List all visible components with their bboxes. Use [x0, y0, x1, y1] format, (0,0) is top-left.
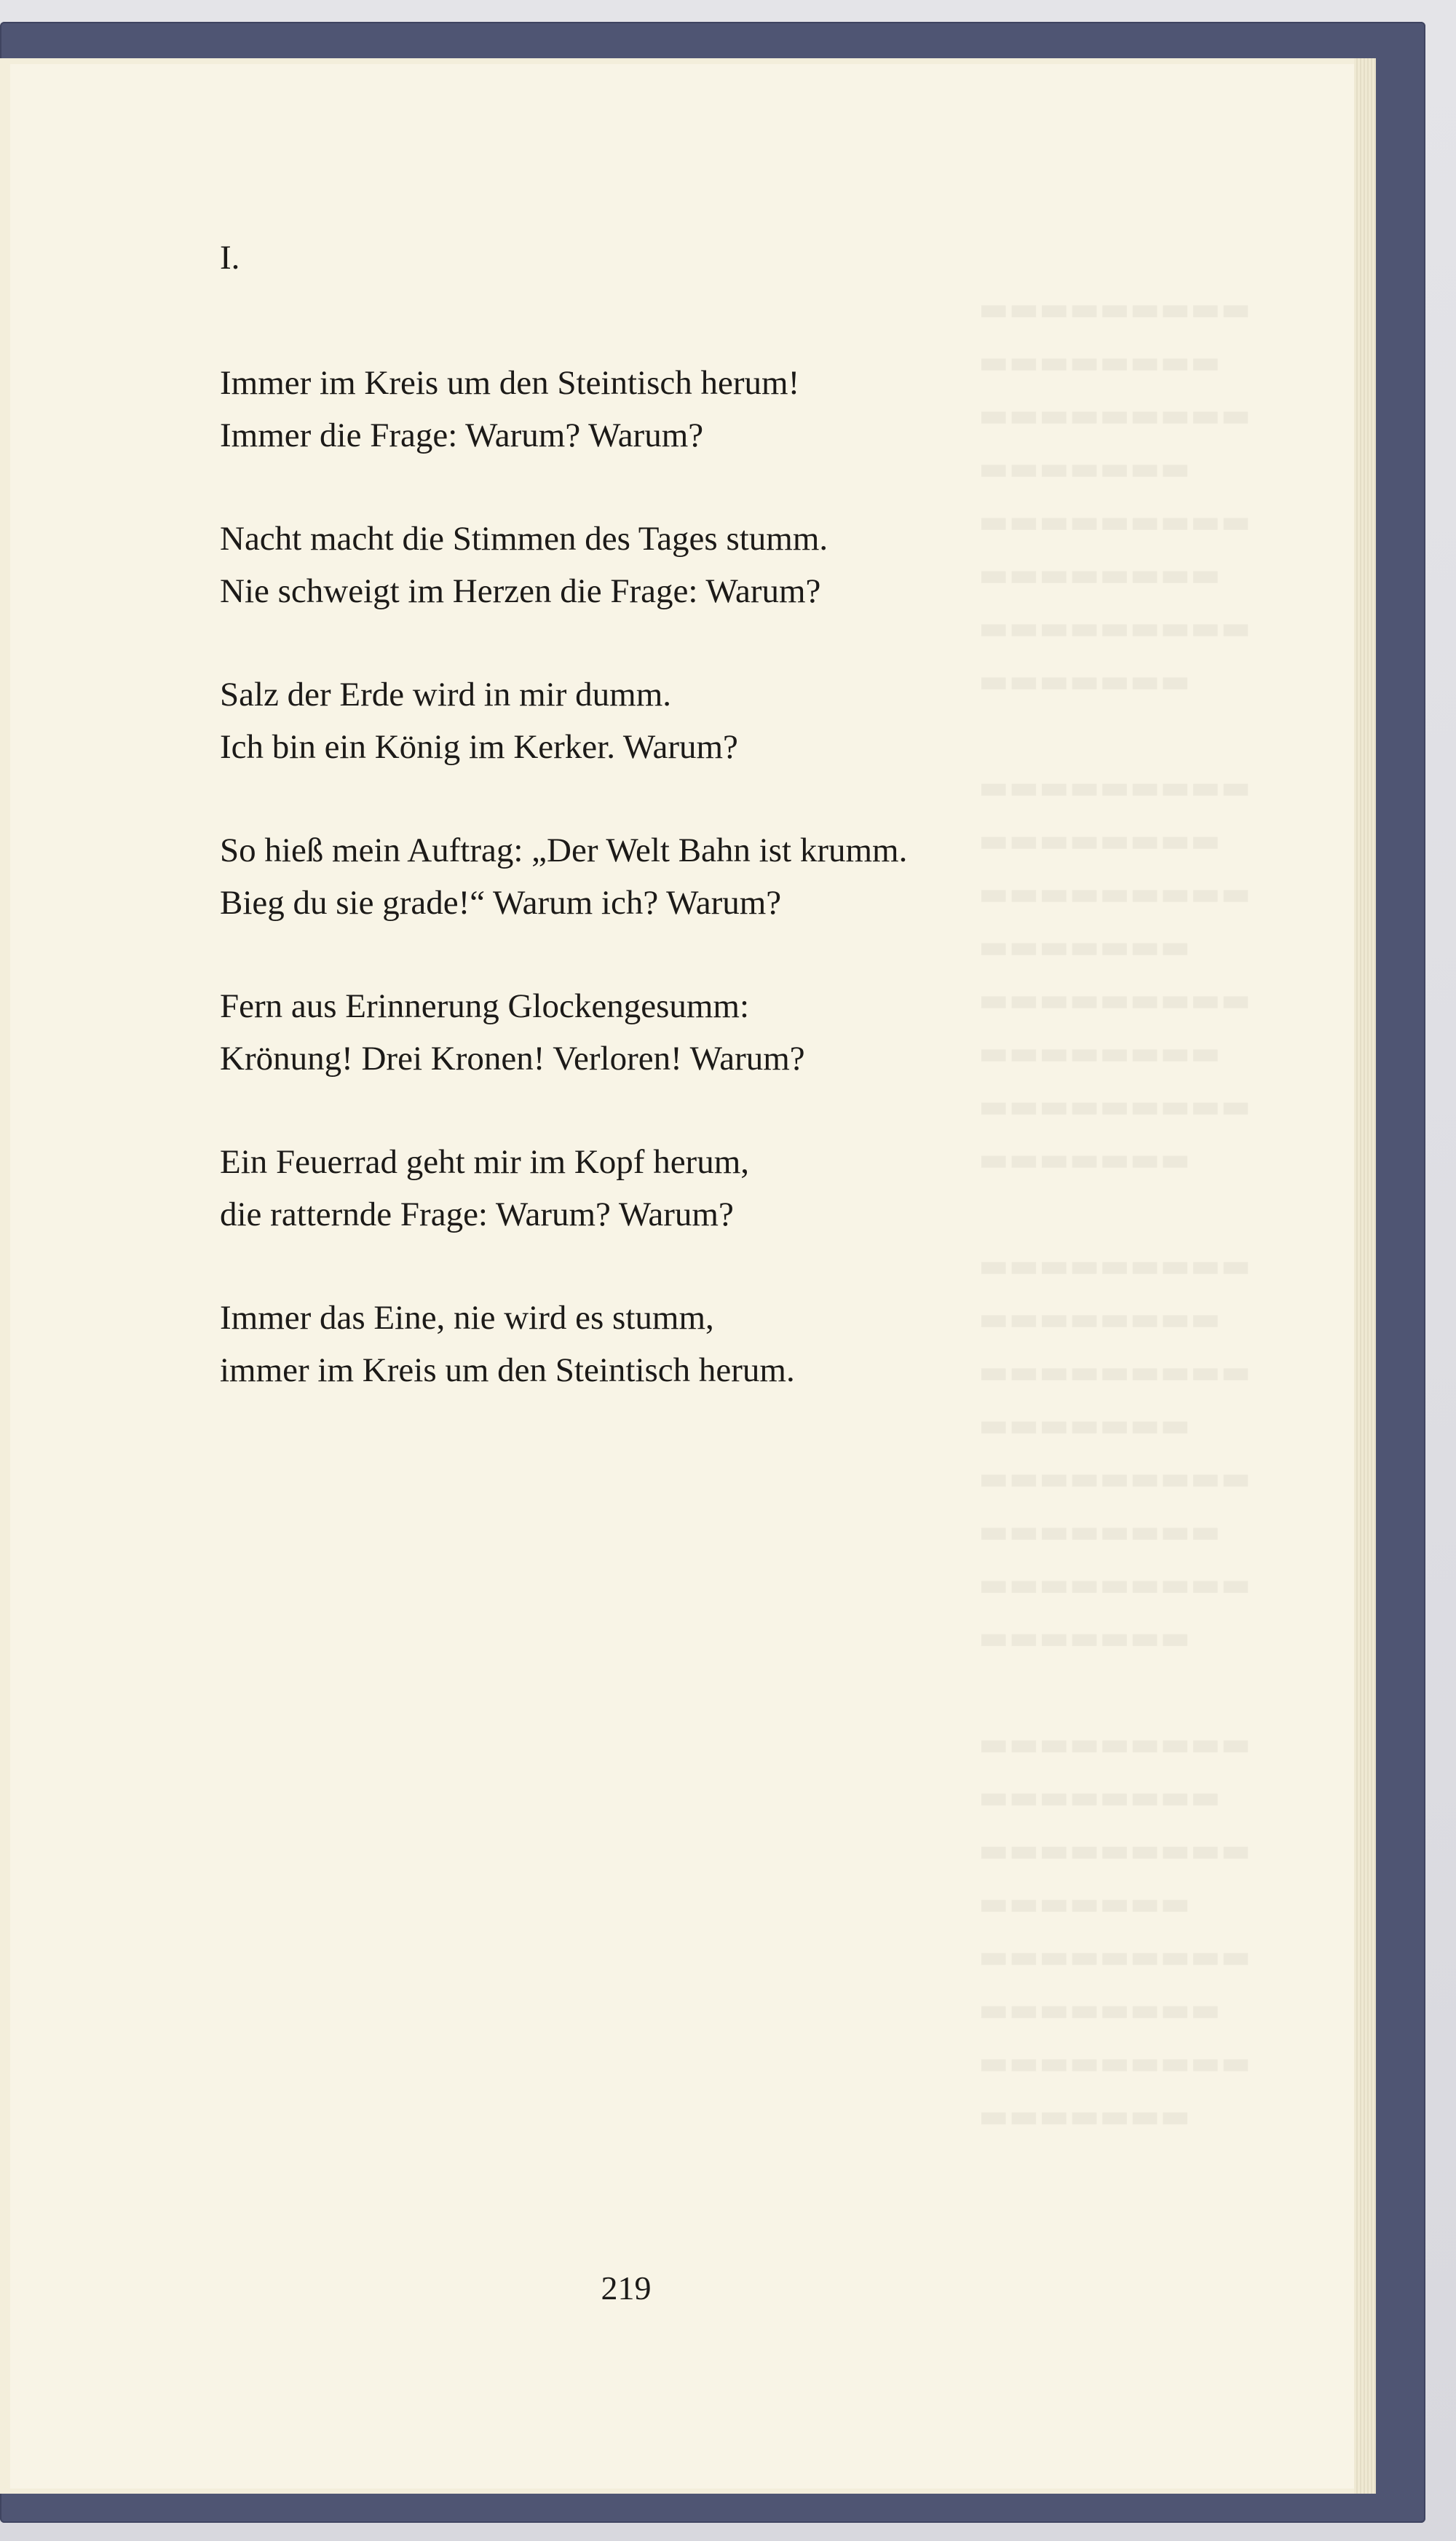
stanza: [220, 824, 1239, 929]
poem-line: Salz der Erde wird in mir dumm.: [220, 676, 671, 714]
poem-line: Immer im Kreis um den Steintisch herum!: [220, 364, 800, 402]
poem-line: Ein Feuerrad geht mir im Kopf herum,: [220, 1143, 750, 1181]
poem-line: Bieg du sie grade!“ Warum ich? Warum?: [220, 884, 782, 922]
stanza: [220, 668, 1239, 773]
stanza: [220, 1292, 1239, 1396]
poem-line: Nie schweigt im Herzen die Frage: Warum?: [220, 572, 821, 610]
poem-line: immer im Kreis um den Steintisch herum.: [220, 1351, 795, 1389]
poem-line: Immer das Eine, nie wird es stumm,: [220, 1299, 714, 1337]
poem-line: Krönung! Drei Kronen! Verloren! Warum?: [220, 1040, 805, 1078]
poem-line: Ich bin ein König im Kerker. Warum?: [220, 728, 738, 766]
page-number: 219: [601, 2269, 652, 2307]
stanza: [220, 1136, 1239, 1241]
show-through-texture: ▬▬▬▬▬▬▬▬▬ ▬▬▬▬▬▬▬▬ ▬▬▬▬▬▬▬▬▬ ▬▬▬▬▬▬▬ ▬▬▬▬▬▬▬▬▬ ▬▬▬▬▬▬▬▬ ▬▬▬▬▬▬▬▬▬ ▬▬▬▬▬▬▬ ▬▬▬▬▬▬▬▬▬ ▬▬▬▬▬▬▬▬ ▬▬▬▬▬▬▬▬▬ ▬▬▬▬▬▬▬ ▬▬▬▬▬▬▬▬▬ ▬▬▬▬▬▬▬▬ ▬▬▬▬▬▬▬▬▬ ▬▬▬▬▬▬▬ ▬▬▬▬▬▬▬▬▬ ▬▬▬▬▬▬▬▬ ▬▬▬▬▬▬▬▬▬ ▬▬▬▬▬▬▬ ▬▬▬▬▬▬▬▬▬ ▬▬▬▬▬▬▬▬ ▬▬▬▬▬▬▬▬▬ ▬▬▬▬▬▬▬ ▬▬▬▬▬▬▬▬▬ ▬▬▬▬▬▬▬▬ ▬▬▬▬▬▬▬▬▬ ▬▬▬▬▬▬▬ ▬▬▬▬▬▬▬▬▬ ▬▬▬▬▬▬▬▬ ▬▬▬▬▬▬▬▬▬ ▬▬▬▬▬▬▬: [978, 291, 1251, 2135]
stanza: [220, 357, 1239, 462]
poem-line: So hieß mein Auftrag: „Der Welt Bahn ist krumm.: [220, 831, 908, 869]
poem-line: Nacht macht die Stimmen des Tages stumm.: [220, 520, 828, 558]
stanza: [220, 980, 1239, 1085]
poem-body: [220, 232, 1239, 1396]
poem-line: die ratternde Frage: Warum? Warum?: [220, 1196, 734, 1233]
poem-line: Immer die Frage: Warum? Warum?: [220, 416, 704, 454]
section-number: I.: [220, 239, 240, 277]
stanza: [220, 513, 1239, 617]
poem-line: Fern aus Erinnerung Glockengesumm:: [220, 987, 750, 1025]
